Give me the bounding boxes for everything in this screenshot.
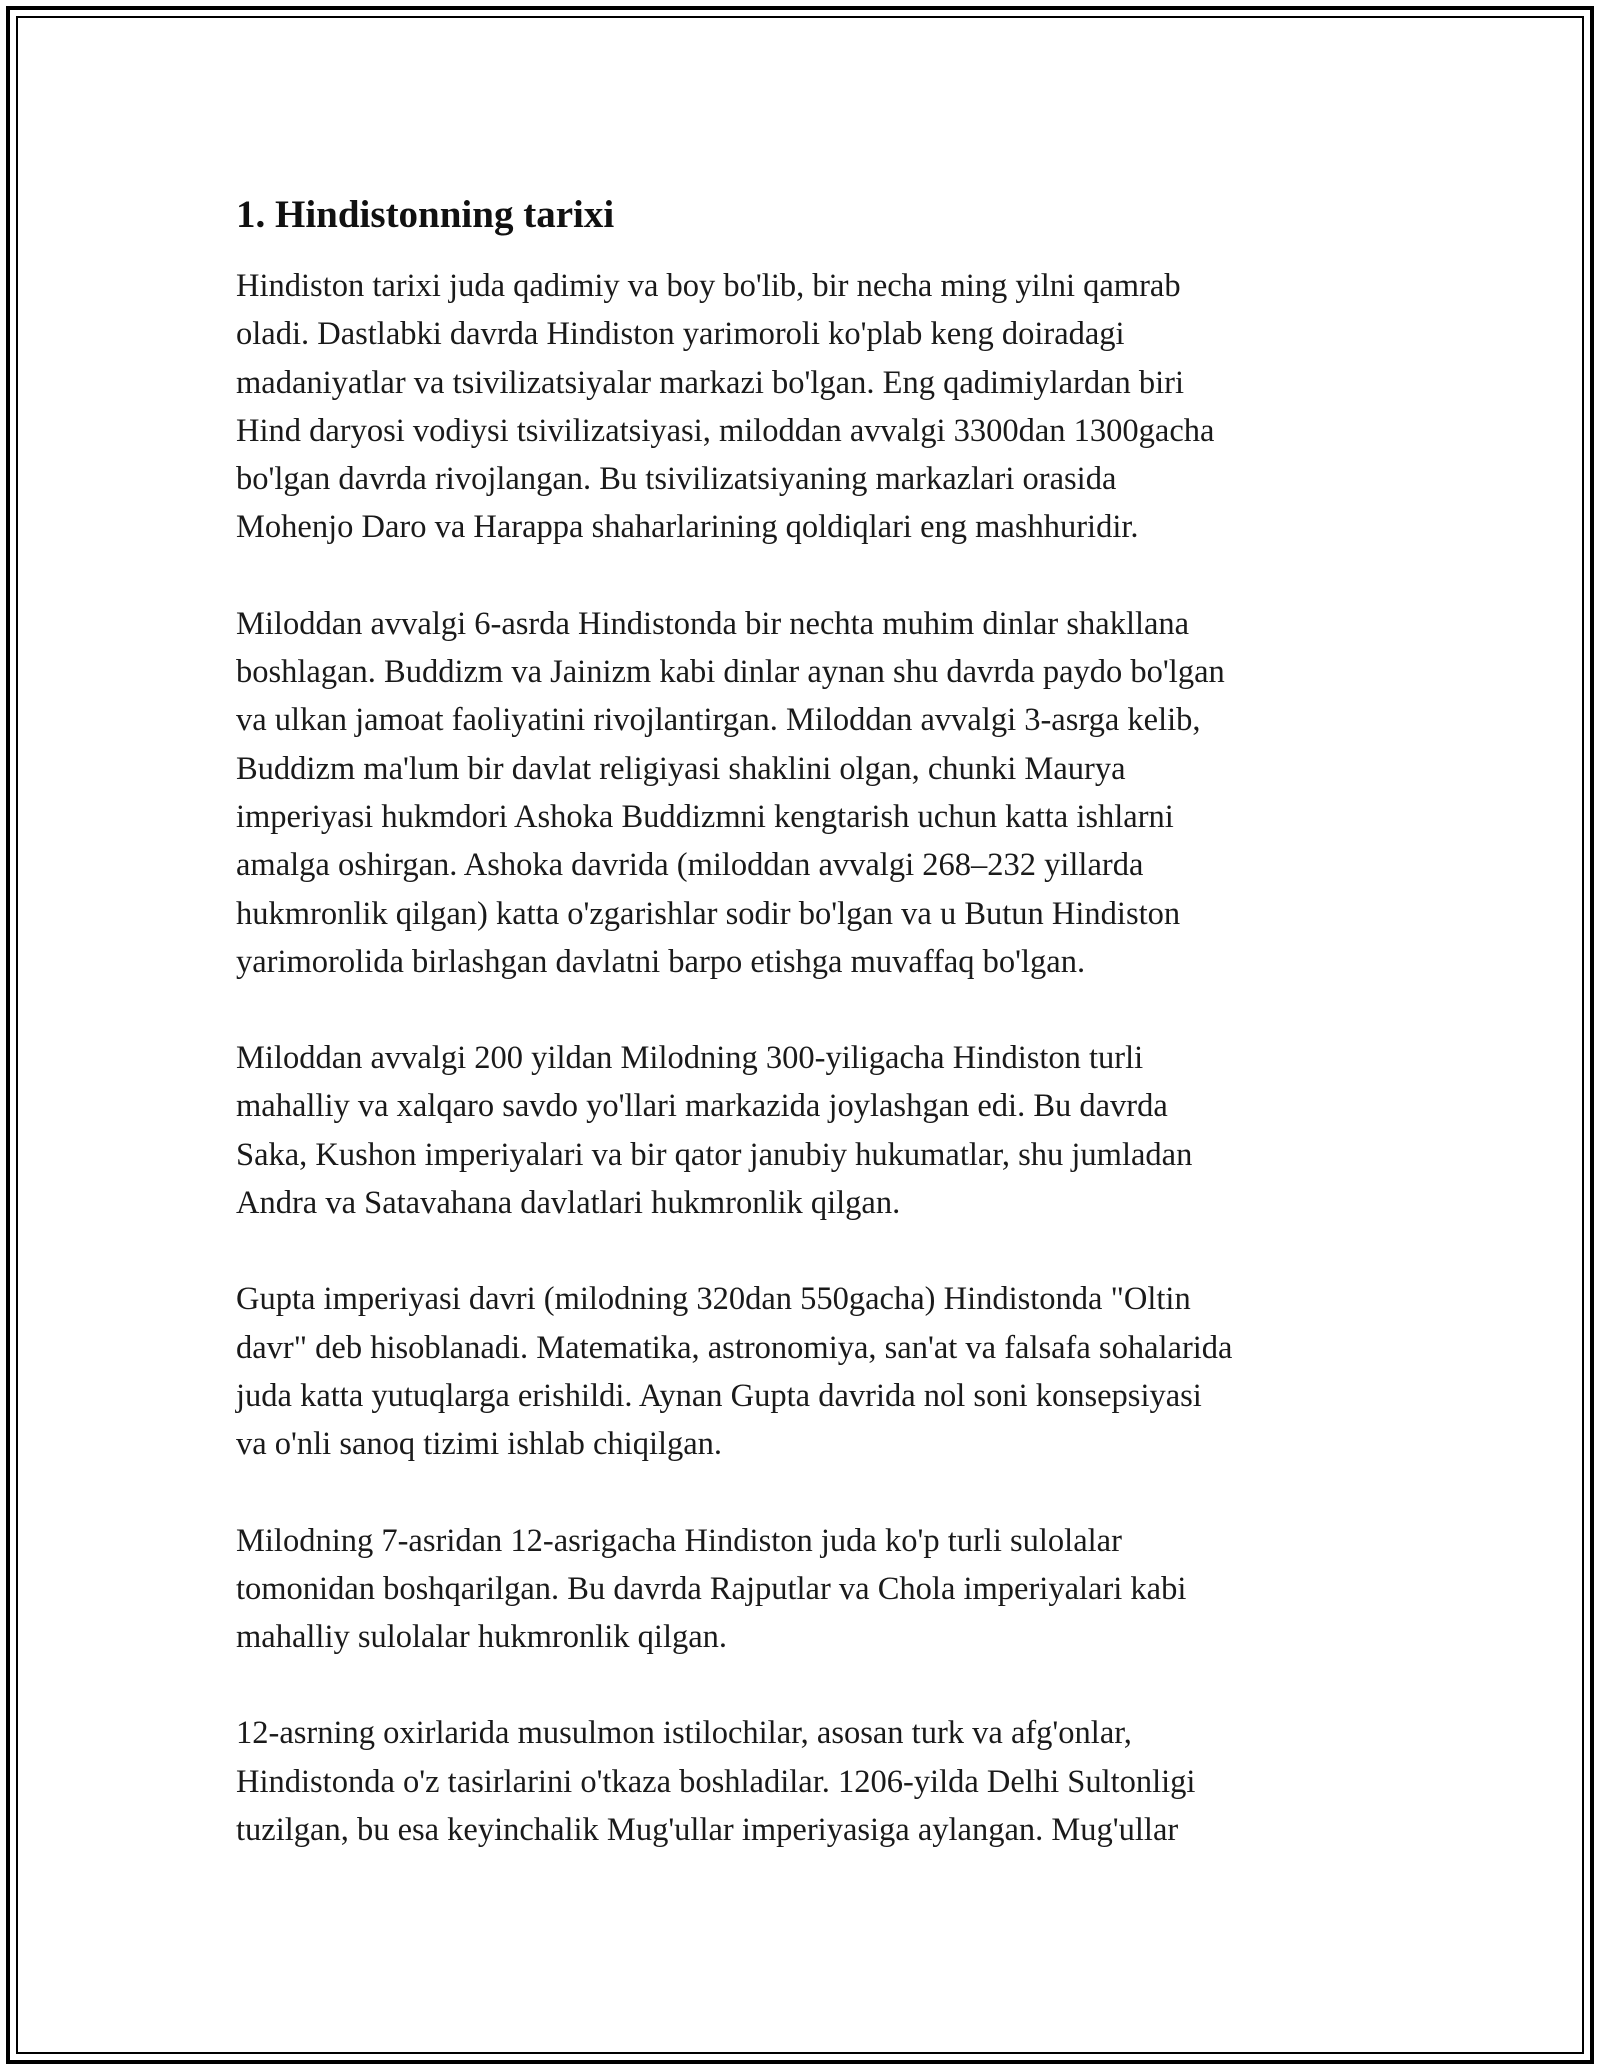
text-line: Mohenjo Daro va Harappa shaharlarining qoldiqlari eng mashhuridir. xyxy=(236,509,1139,546)
text-line: Hindiston tarixi juda qadimiy va boy bo'lib, bir necha ming yilni qamrab xyxy=(236,268,1181,304)
text-line: tuzilgan, bu esa keyinchalik Mug'ullar imperiyasiga aylangan. Mug'ullar xyxy=(236,1812,1179,1849)
text-line: boshlagan. Buddizm va Jainizm kabi dinlar aynan shu davrda paydo bo'lgan xyxy=(236,654,1225,691)
text-line: madaniyatlar va tsivilizatsiyalar markazi bo'lgan. Eng qadimiylardan biri xyxy=(236,364,1185,401)
text-line: yarimorolida birlashgan davlatni barpo etishga muvaffaq bo'lgan. xyxy=(236,943,1086,980)
paragraph xyxy=(236,1709,1386,1854)
paragraph xyxy=(236,600,1386,986)
text-line: oladi. Dastlabki davrda Hindiston yarimoroli ko'plab keng doiradagi xyxy=(236,316,1125,353)
text-line: Miloddan avvalgi 200 yildan Milodning 300-yiligacha Hindiston turli xyxy=(236,1040,1144,1077)
text-line: Buddizm ma'lum bir davlat religiyasi shaklini olgan, chunki Maurya xyxy=(236,750,1126,787)
text-line: 12-asrning oxirlarida musulmon istilochilar, asosan turk va afg'onlar, xyxy=(236,1715,1132,1752)
text-line: bo'lgan davrda rivojlangan. Bu tsivilizatsiyaning markazlari orasida xyxy=(236,461,1117,498)
paragraph xyxy=(236,262,1386,552)
text-line: Milodning 7-asridan 12-asrigacha Hindiston juda ko'p turli sulolalar xyxy=(236,1522,1122,1559)
text-line: Gupta imperiyasi davri (milodning 320dan 550gacha) Hindistonda "Oltin xyxy=(236,1281,1191,1318)
text-line: va o'nli sanoq tizimi ishlab chiqilgan. xyxy=(236,1426,723,1463)
text-line: tomonidan boshqarilgan. Bu davrda Rajputlar va Chola imperiyalari kabi xyxy=(236,1570,1187,1607)
document-title: 1. Hindistonning tarixi xyxy=(236,193,615,236)
paragraph xyxy=(236,1517,1386,1662)
text-line: va ulkan jamoat faoliyatini rivojlantirgan. Miloddan avvalgi 3-asrga kelib, xyxy=(236,702,1201,739)
text-line: juda katta yutuqlarga erishildi. Aynan Gupta davrida nol soni konsepsiyasi xyxy=(236,1377,1202,1414)
text-line: mahalliy sulolalar hukmronlik qilgan. xyxy=(236,1619,728,1656)
text-line: amalga oshirgan. Ashoka davrida (miloddan avvalgi 268–232 yillarda xyxy=(236,847,1144,884)
paragraph xyxy=(236,1034,1386,1227)
text-line: Andra va Satavahana davlatlari hukmronlik qilgan. xyxy=(236,1185,901,1222)
text-line: hukmronlik qilgan) katta o'zgarishlar sodir bo'lgan va u Butun Hindiston xyxy=(236,895,1181,932)
text-line: Saka, Kushon imperiyalari va bir qator janubiy hukumatlar, shu jumladan xyxy=(236,1136,1193,1173)
text-line: davr" deb hisoblanadi. Matematika, astronomiya, san'at va falsafa sohalarida xyxy=(236,1329,1233,1366)
text-line: Miloddan avvalgi 6-asrda Hindistonda bir nechta muhim dinlar shakllana xyxy=(236,605,1190,642)
text-line: imperiyasi hukmdori Ashoka Buddizmni kengtarish uchun katta ishlarni xyxy=(236,798,1174,835)
document-body xyxy=(236,188,1386,1902)
paragraph xyxy=(236,1275,1386,1468)
text-line: Hind daryosi vodiysi tsivilizatsiyasi, miloddan avvalgi 3300dan 1300gacha xyxy=(236,412,1215,449)
text-line: Hindistonda o'z tasirlarini o'tkaza boshladilar. 1206-yilda Delhi Sultonligi xyxy=(236,1763,1196,1800)
text-line: mahalliy va xalqaro savdo yo'llari markazida joylashgan edi. Bu davrda xyxy=(236,1088,1168,1125)
